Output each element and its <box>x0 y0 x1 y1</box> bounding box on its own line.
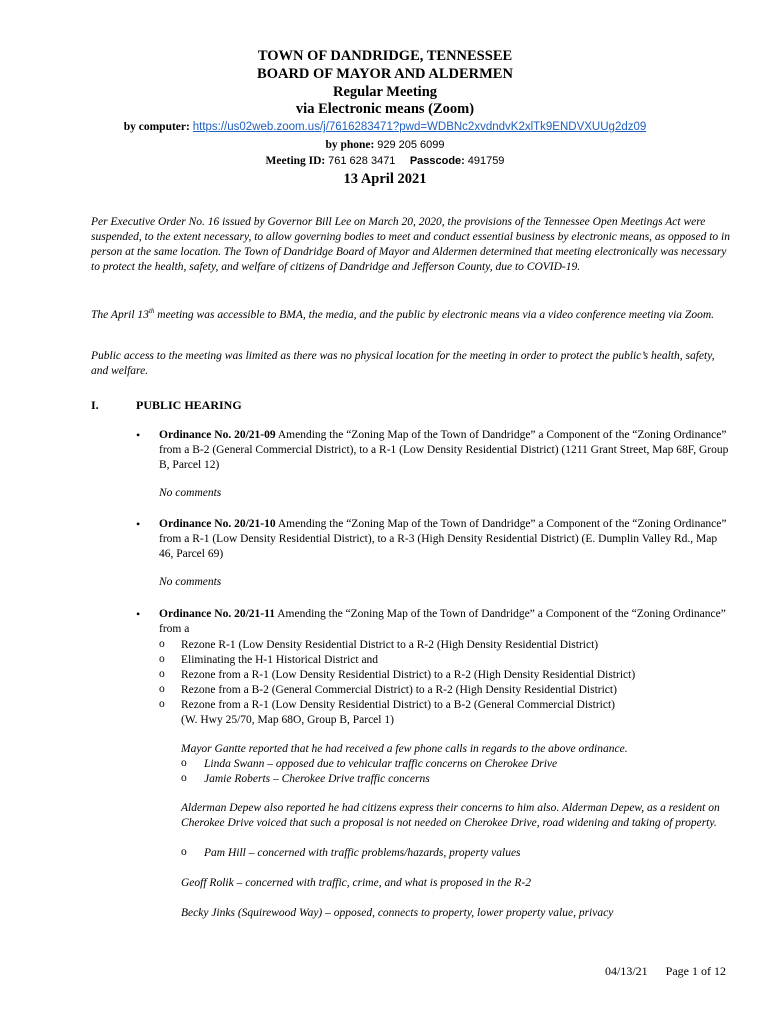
page-footer <box>560 964 726 979</box>
meeting-date: 13 April 2021 <box>343 171 427 187</box>
ordinance-2-comment: No comments <box>159 576 222 588</box>
comment-pam-hill: Pam Hill – concerned with traffic problems/hazards, property values <box>204 847 521 859</box>
footer-date: 04/13/21 <box>605 964 648 978</box>
phone-number: 929 205 6099 <box>377 139 445 151</box>
passcode-label: Passcode: <box>409 155 465 167</box>
ordinance-item-3: Ordinance No. 20/21-11 Amending the “Zoning Map of the Town of Dandridge” a Component of the “Zoning Ordinance” from a <box>159 608 726 635</box>
executive-order-paragraph: Per Executive Order No. 16 issued by Governor Bill Lee on March 20, 2020, the provisions of the Tennessee Open Meetings Act were suspended, to the extent necessary, to allow governing bodies to meet and conduct essential business by electronic means, as opposed to in person at the same location. The Town of Dandridge Board of Mayor and Aldermen determined that meeting electronically was necessary to protect the health, safety, and welfare of citizens of Dandridge and Jefferson County, due to COVID-19. <box>91 216 730 273</box>
phone-access-line: by phone: 929 205 6099 <box>325 139 445 151</box>
town-title: TOWN OF DANDRIDGE, TENNESSEE <box>257 48 513 64</box>
meeting-id-value: 761 628 3471 <box>328 155 396 167</box>
meeting-id-label: Meeting ID: <box>265 155 326 167</box>
alderman-note: Alderman Depew also reported he had citizens express their concerns to him also. Alderman Depew, as a resident on Cherokee Drive voiced that such a proposal is not needed on Cherokee Drive, road widening and taking of property. <box>181 802 720 829</box>
bullet-marker: • <box>136 607 141 621</box>
meeting-type: Regular Meeting <box>332 84 438 100</box>
sub-marker: o <box>181 772 187 784</box>
bullet-marker: • <box>136 517 141 531</box>
accessibility-paragraph: The April 13th meeting was accessible to BMA, the media, and the public by electronic means via a video conference meeting via Zoom. <box>91 307 715 321</box>
sub-marker: o <box>159 638 165 650</box>
rezone-item-1: Rezone R-1 (Low Density Residential District to a R-2 (High Density Residential District) <box>181 639 599 651</box>
section-title: PUBLIC HEARING <box>136 398 242 412</box>
sub-marker: o <box>159 668 165 680</box>
rezone-item-3: Rezone from a R-1 (Low Density Residential District) to a R-2 (High Density Residential District) <box>181 669 636 681</box>
sub-marker: o <box>159 698 165 710</box>
meeting-id-line <box>0 154 770 168</box>
computer-access-line: by computer: https://us02web.zoom.us/j/7616283471?pwd=WDBNc2xvdndvK2xlTk9ENDVXUUg2dz09 <box>123 121 647 133</box>
comment-linda-swann: Linda Swann – opposed due to vehicular traffic concerns on Cherokee Drive <box>204 758 558 770</box>
bullet-marker: • <box>136 428 141 442</box>
ordinance-item-2: Ordinance No. 20/21-10 Amending the “Zoning Map of the Town of Dandridge” a Component of the “Zoning Ordinance” from a R-1 (Low Density Residential District), to a R-3 (High Density Residential District) (E. Dumplin Valley Rd., Map 46, Parcel 69) <box>159 518 727 560</box>
passcode-value: 491759 <box>467 155 505 167</box>
parcel-location: (W. Hwy 25/70, Map 68O, Group B, Parcel 1) <box>181 714 394 726</box>
section-number: I. <box>91 398 99 412</box>
rezone-item-4: Rezone from a B-2 (General Commercial District) to a R-2 (High Density Residential District) <box>181 684 617 696</box>
zoom-link[interactable]: https://us02web.zoom.us/j/7616283471?pwd=WDBNc2xvdndvK2xlTk9ENDVXUUg2dz09 <box>192 121 647 133</box>
public-access-paragraph: Public access to the meeting was limited as there was no physical location for the meeting in order to protect the public’s health, safety, and welfare. <box>91 350 715 377</box>
mayor-note: Mayor Gantte reported that he had received a few phone calls in regards to the above ordinance. <box>181 743 628 755</box>
phone-label: by phone <box>325 139 371 151</box>
page-number: Page 1 of 12 <box>665 964 726 978</box>
ordinance-1-comment: No comments <box>159 487 222 499</box>
sub-marker: o <box>159 653 165 665</box>
sub-marker: o <box>159 683 165 695</box>
comment-becky-jinks: Becky Jinks (Squirewood Way) – opposed, connects to property, lower property value, privacy <box>181 907 614 919</box>
rezone-item-5: Rezone from a R-1 (Low Density Residential District) to a B-2 (General Commercial District) <box>181 699 616 711</box>
meeting-medium: via Electronic means (Zoom) <box>295 101 475 117</box>
rezone-item-2: Eliminating the H-1 Historical District and <box>181 654 379 666</box>
sub-marker: o <box>181 846 187 858</box>
sub-marker: o <box>181 757 187 769</box>
ordinance-item-1: Ordinance No. 20/21-09 Amending the “Zoning Map of the Town of Dandridge” a Component of the “Zoning Ordinance” from a B-2 (General Commercial District), to a R-1 (Low Density Residential District) (1211 Grant Street, Map 68F, Group B, Parcel 12) <box>159 429 729 471</box>
comment-jamie-roberts: Jamie Roberts – Cherokee Drive traffic concerns <box>204 773 430 785</box>
board-title: BOARD OF MAYOR AND ALDERMEN <box>257 66 513 82</box>
comment-geoff-rolik: Geoff Rolik – concerned with traffic, crime, and what is proposed in the R-2 <box>181 877 531 889</box>
computer-label: by computer <box>123 121 187 133</box>
